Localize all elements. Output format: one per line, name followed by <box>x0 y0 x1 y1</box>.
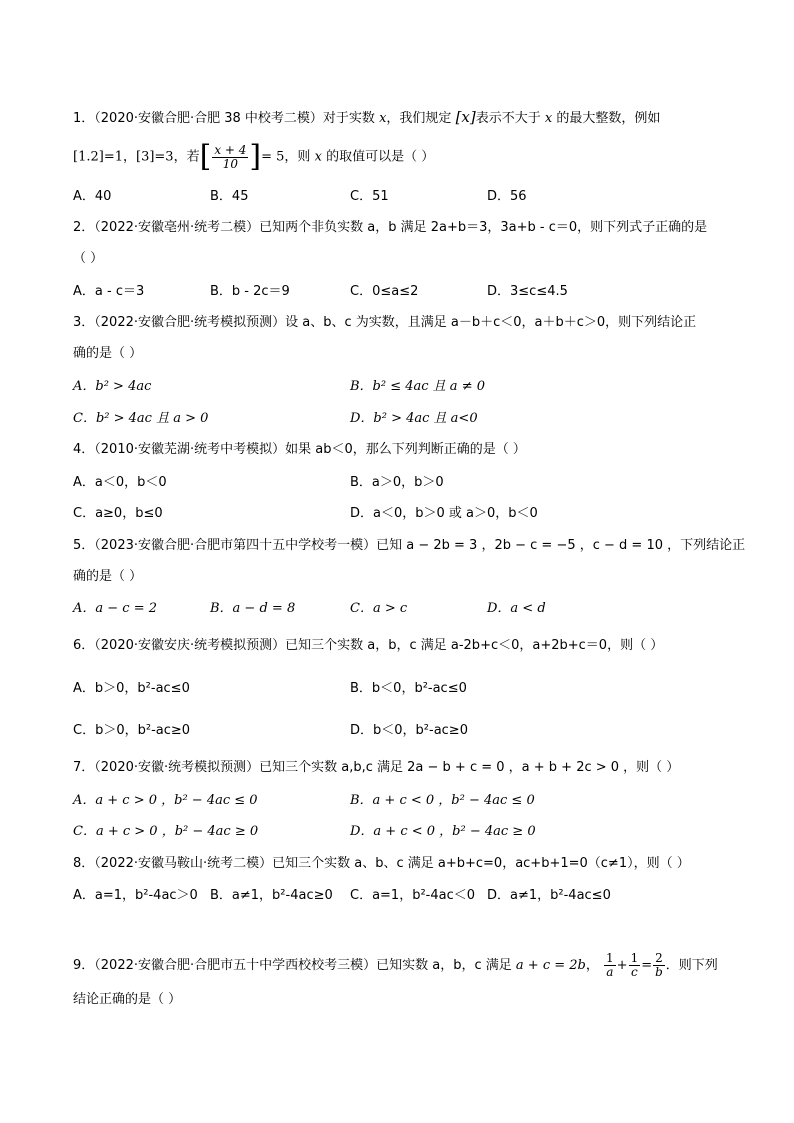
question-1-tail-2: 的取值可以是（ ） <box>326 149 435 165</box>
fraction-1-over-c <box>629 952 641 979</box>
option-a[interactable]: A．a + c > 0 ，b² − 4ac ≤ 0 <box>73 793 258 808</box>
fraction-1-over-a <box>604 952 616 979</box>
option-c[interactable]: C．51 <box>350 189 389 204</box>
question-9-line-2: 结论正确的是（ ） <box>73 992 182 1007</box>
equals-sign: = <box>641 958 653 973</box>
option-c[interactable]: C．b² > 4ac 且 a > 0 <box>73 411 209 426</box>
question-1-stem: 1．（2020·安徽合肥·合肥 38 中校考二模）对于实数 <box>73 111 375 126</box>
option-b[interactable]: B．a − d = 8 <box>210 601 296 616</box>
option-b[interactable]: B．45 <box>210 189 249 204</box>
question-5-line-1: 5．（2023·安徽合肥·合肥市第四十五中学校考一模）已知 a − 2b = 3 ，2b − c = −5 ，c − d = 10 ，下列结论正 <box>73 538 746 553</box>
question-1-line-2 <box>73 139 435 174</box>
option-d[interactable]: D．a + c < 0 ，b² − 4ac ≥ 0 <box>350 824 536 839</box>
option-a[interactable]: A．b² > 4ac <box>73 379 152 394</box>
option-d[interactable]: D．b² > 4ac 且 a<0 <box>350 411 478 426</box>
question-2-line-2: （ ） <box>73 251 104 266</box>
option-a[interactable]: A．a - c＝3 <box>73 284 145 299</box>
fraction-denominator: c <box>631 965 638 979</box>
question-1-tail: ，则 <box>284 149 311 165</box>
option-c[interactable]: C．a≥0，b≤0 <box>73 506 163 521</box>
option-b[interactable]: B．a＞0，b＞0 <box>350 475 444 490</box>
option-c[interactable]: C．a > c <box>350 601 408 616</box>
option-a[interactable]: A．a=1，b²-4ac＞0 <box>73 888 198 903</box>
question-9-tail: ．则下列 <box>665 958 718 973</box>
option-c[interactable]: C．0≤a≤2 <box>350 284 419 299</box>
option-a[interactable]: A．a − c = 2 <box>73 601 158 616</box>
option-b[interactable]: B．b - 2c＝9 <box>210 284 290 299</box>
question-2-line-1: 2．（2022·安徽亳州·统考二模）已知两个非负实数 a，b 满足 2a+b＝3，3a+b - c＝0，则下列式子正确的是 <box>73 220 708 235</box>
floor-x: [x] <box>455 108 476 126</box>
option-b[interactable]: B．b＜0，b²-ac≤0 <box>350 681 467 696</box>
question-1-stem-c: 表示不大于 <box>475 111 541 126</box>
fraction-numerator: 2 <box>653 952 665 966</box>
question-9-stem: 9．（2022·安徽合肥·合肥市五十中学西校校考三模）已知实数 a，b，c 满足 <box>73 958 512 973</box>
option-d[interactable]: D．a < d <box>487 601 546 616</box>
question-1-stem-b: ，我们规定 <box>386 111 452 126</box>
condition-word: ，若 <box>173 149 200 165</box>
option-a[interactable]: A．40 <box>73 189 112 204</box>
option-d[interactable]: D．56 <box>487 189 527 204</box>
equation-a-plus-c: a + c = 2b <box>515 958 586 973</box>
option-b[interactable]: B．a≠1，b²-4ac≥0 <box>210 888 333 903</box>
option-d[interactable]: D．a≠1，b²-4ac≤0 <box>487 888 611 903</box>
question-5-line-2: 确的是（ ） <box>73 569 143 584</box>
option-a[interactable]: A．a＜0，b＜0 <box>73 475 167 490</box>
question-3-line-1: 3．（2022·安徽合肥·统考模拟预测）设 a、b、c 为实数，且满足 a－b＋c＜0，a＋b＋c＞0，则下列结论正 <box>73 315 697 330</box>
option-d[interactable]: D．3≤c≤4.5 <box>487 284 568 299</box>
var-x-3: x <box>314 149 322 165</box>
fraction-denominator: b <box>655 965 663 979</box>
fraction-x-plus-4-over-10 <box>212 144 248 171</box>
option-c[interactable]: C．a=1，b²-4ac＜0 <box>350 888 476 903</box>
fraction-numerator: 1 <box>630 951 639 965</box>
example-2: [3]=3 <box>136 149 174 165</box>
question-9-line-1 <box>73 952 718 979</box>
question-3-line-2: 确的是（ ） <box>73 346 143 361</box>
equals-5: = 5 <box>261 149 285 165</box>
left-bracket: [ <box>199 139 212 174</box>
option-c[interactable]: C．b＞0，b²-ac≥0 <box>73 723 191 738</box>
question-8-line-1: 8．（2022·安徽马鞍山·统考二模）已知三个实数 a、b、c 满足 a+b+c=0，ac+b+1=0（c≠1），则（ ） <box>73 856 690 871</box>
plus-sign: + <box>616 958 628 973</box>
fraction-numerator: x + 4 <box>214 142 247 157</box>
sep: ， <box>122 149 136 165</box>
example-1: [1.2]=1 <box>73 149 123 165</box>
option-d[interactable]: D．b＜0，b²-ac≥0 <box>350 723 468 738</box>
option-b[interactable]: B．a + c < 0 ，b² − 4ac ≤ 0 <box>350 793 535 808</box>
right-bracket: ] <box>249 139 262 174</box>
question-4-line-1: 4．（2010·安徽芜湖·统考中考模拟）如果 ab＜0，那么下列判断正确的是（ ） <box>73 442 526 457</box>
fraction-numerator: 1 <box>606 951 614 965</box>
question-1-stem-d: 的最大整数，例如 <box>556 111 661 126</box>
option-c[interactable]: C．a + c > 0 ，b² − 4ac ≥ 0 <box>73 824 259 839</box>
var-x: x <box>379 111 387 126</box>
fraction-2-over-b <box>653 952 665 979</box>
var-x-2: x <box>544 111 553 126</box>
option-b[interactable]: B．b² ≤ 4ac 且 a ≠ 0 <box>350 379 485 394</box>
question-7-line-1: 7．（2020·安徽·统考模拟预测）已知三个实数 a,b,c 满足 2a − b + c = 0 ，a + b + 2c > 0 ，则（ ） <box>73 760 680 775</box>
question-1-line-1 <box>73 108 660 128</box>
option-a[interactable]: A．b＞0，b²-ac≤0 <box>73 681 190 696</box>
option-d[interactable]: D．a＜0，b＞0 或 a＞0，b＜0 <box>350 506 538 521</box>
sep: ， <box>585 958 599 973</box>
fraction-denominator: 10 <box>222 156 238 171</box>
fraction-denominator: a <box>606 965 614 979</box>
question-6-line-1: 6．（2020·安徽安庆·统考模拟预测）已知三个实数 a，b，c 满足 a-2b+c＜0，a+2b+c＝0，则（ ） <box>73 638 664 653</box>
